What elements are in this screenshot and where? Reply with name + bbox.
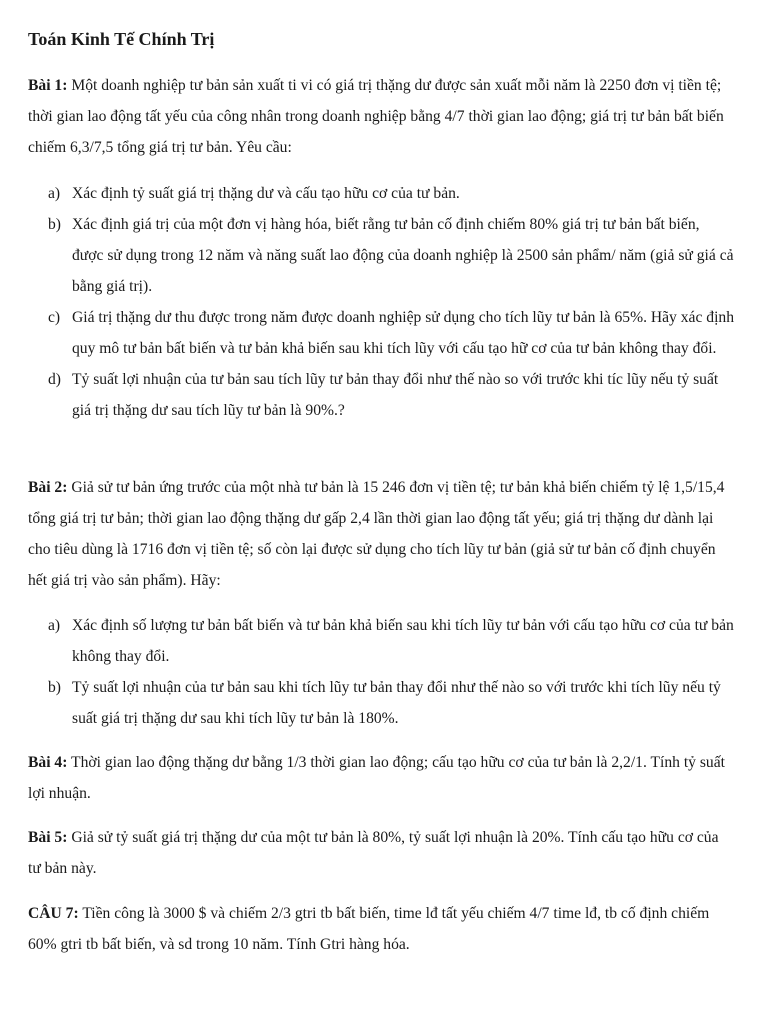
problem-1-part-d bbox=[48, 364, 734, 426]
problem-1-part-b bbox=[48, 209, 734, 302]
part-text: Xác định giá trị của một đơn vị hàng hóa, biết rằng tư bản cố định chiếm 80% giá trị tư bản bất biến, được sử dụng trong 12 năm và năng suất lao động của doanh nghiệp là 2500 sản phẩm/ năm (giả sử giá cả bằng giá trị). bbox=[72, 216, 734, 295]
part-marker: a) bbox=[48, 185, 61, 202]
part-marker: b) bbox=[48, 216, 61, 233]
problem-2-text: Giả sử tư bản ứng trước của một nhà tư bản là 15 246 đơn vị tiền tệ; tư bản khả biến chiếm tỷ lệ 1,5/15,4 tổng giá trị tư bản; thời gian lao động thặng dư gấp 2,4 lần thời gian lao động tất yếu; giá trị thặng dư dành lại cho tiêu dùng là 1716 đơn vị tiền tệ; số còn lại được sử dụng cho tích lũy tư bản (giả sử tư bản cố định chuyển hết giá trị vào sản phẩm). Hãy: bbox=[28, 479, 725, 589]
problem-5 bbox=[28, 822, 734, 884]
problem-2-part-a bbox=[48, 610, 734, 672]
problem-4-label: Bài 4: bbox=[28, 754, 68, 771]
part-text: Xác định tỷ suất giá trị thặng dư và cấu tạo hữu cơ của tư bản. bbox=[72, 185, 460, 202]
part-text: Xác định số lượng tư bản bất biến và tư bản khả biến sau khi tích lũy tư bản với cấu tạo hữu cơ của tư bản không thay đổi. bbox=[72, 617, 734, 665]
problem-5-text: Giả sử tỷ suất giá trị thặng dư của một tư bản là 80%, tỷ suất lợi nhuận là 20%. Tính cấu tạo hữu cơ của tư bản này. bbox=[28, 829, 719, 877]
problem-1 bbox=[28, 70, 734, 163]
part-text: Tỷ suất lợi nhuận của tư bản sau khi tích lũy tư bản thay đổi như thế nào so với trước khi tích lũy nếu tỷ suất giá trị thặng dư sau khi tích lũy tư bản là 180%. bbox=[72, 679, 721, 727]
problem-7 bbox=[28, 898, 734, 960]
part-marker: a) bbox=[48, 617, 61, 634]
problem-5-label: Bài 5: bbox=[28, 829, 68, 846]
problem-7-text: Tiền công là 3000 $ và chiếm 2/3 gtri tb bất biến, time lđ tất yếu chiếm 4/7 time lđ, tb cố định chiếm 60% gtri tb bất biến, và sd trong 10 năm. Tính Gtri hàng hóa. bbox=[28, 905, 710, 953]
problem-1-part-a bbox=[48, 178, 734, 209]
problem-1-part-c bbox=[48, 302, 734, 364]
problem-2-part-b bbox=[48, 672, 734, 734]
part-text: Giá trị thặng dư thu được trong năm được doanh nghiệp sử dụng cho tích lũy tư bản là 65%. Hãy xác định quy mô tư bản bất biến và tư bản khả biến sau khi tích lũy với cấu tạo hữ cơ của tư bản không thay đổi. bbox=[72, 309, 735, 357]
part-text: Tỷ suất lợi nhuận của tư bản sau tích lũy tư bản thay đổi như thế nào so với trước khi tíc lũy nếu tỷ suất giá trị thặng dư sau tích lũy tư bản là 90%.? bbox=[72, 371, 719, 419]
problem-2-parts bbox=[48, 610, 734, 734]
problem-4-text: Thời gian lao động thặng dư bằng 1/3 thời gian lao động; cấu tạo hữu cơ của tư bản là 2,2/1. Tính tỷ suất lợi nhuận. bbox=[28, 754, 725, 802]
problem-1-parts bbox=[48, 178, 734, 426]
problem-1-text: Một doanh nghiệp tư bản sản xuất ti vi có giá trị thặng dư được sản xuất mỗi năm là 2250 đơn vị tiền tệ; thời gian lao động tất yếu của công nhân trong doanh nghiệp bằng 4/7 thời gian lao động; giá trị tư bản bất biến chiếm 6,3/7,5 tổng giá trị tư bản. Yêu cầu: bbox=[28, 77, 724, 156]
problem-1-label: Bài 1: bbox=[28, 77, 68, 94]
part-marker: b) bbox=[48, 679, 61, 696]
part-marker: c) bbox=[48, 309, 61, 326]
problem-2 bbox=[28, 472, 734, 596]
problem-4 bbox=[28, 747, 734, 809]
problem-7-label: CÂU 7: bbox=[28, 905, 79, 922]
document-title: Toán Kinh Tế Chính Trị bbox=[28, 29, 215, 49]
part-marker: d) bbox=[48, 371, 61, 388]
problem-2-label: Bài 2: bbox=[28, 479, 68, 496]
